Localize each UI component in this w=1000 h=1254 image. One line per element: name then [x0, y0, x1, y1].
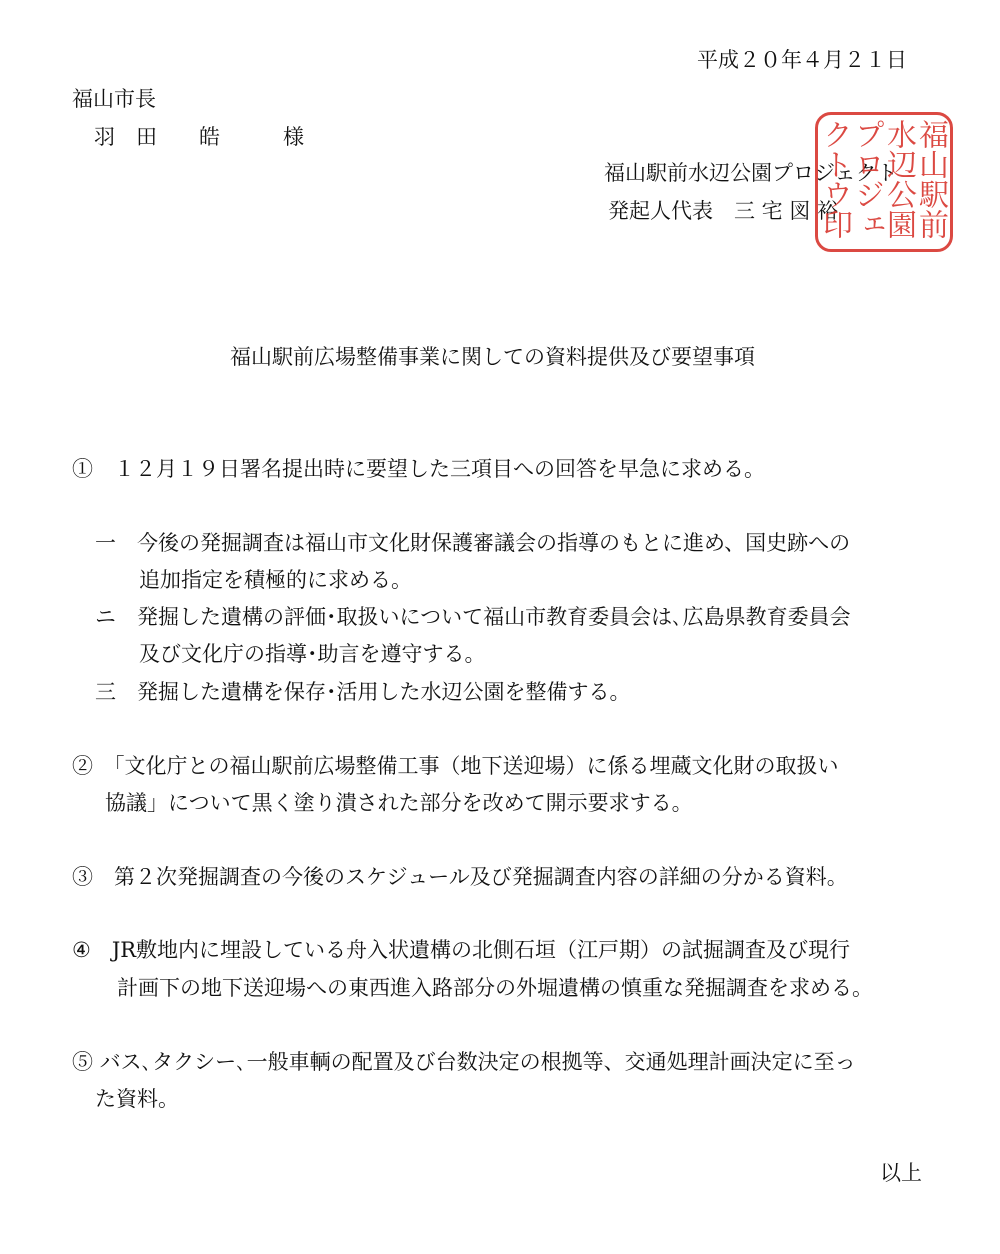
date: 平成２０年４月２１日 — [697, 48, 907, 72]
sender-org: 福山駅前水辺公園プロジェクト — [604, 161, 898, 185]
addressee-name: 羽 田 皓 様 — [94, 125, 304, 149]
seal-column-4 — [814, 119, 854, 239]
item-2-line-1: ② 「文化庁との福山駅前広場整備工事（地下送迎場）に係る埋蔵文化財の取扱い — [72, 754, 839, 778]
item-5-line-1: ⑤ バス､タクシー､一般車輌の配置及び台数決定の根拠等、交通処理計画決定に至っ — [72, 1050, 856, 1074]
seal-text-1: 福山駅前 — [913, 119, 948, 239]
document-title: 福山駅前広場整備事業に関しての資料提供及び要望事項 — [230, 345, 755, 369]
item-4-line-2: 計画下の地下送迎場への東西進入路部分の外堀遺構の慎重な発掘調査を求める。 — [117, 976, 873, 1000]
item-1-sub-3: 三 発掘した遺構を保存･活用した水辺公園を整備する。 — [95, 680, 631, 704]
item-4-line-1: ④ JR敷地内に埋設している舟入状遺構の北側石垣（江戸期）の試掘調査及び現行 — [72, 938, 851, 962]
organization-seal — [815, 112, 953, 252]
item-3: ③ 第２次発掘調査の今後のスケジュール及び発掘調査内容の詳細の分かる資料。 — [72, 865, 848, 889]
seal-text-2: 水辺公園 — [881, 119, 916, 239]
item-2-line-2: 協議」について黒く塗り潰された部分を改めて開示要求する。 — [105, 791, 693, 815]
sender-representative: 発起人代表 三 宅 図 裕 — [608, 199, 839, 223]
seal-text-4: クトウ印 — [817, 119, 852, 239]
item-1-sub-2-line-2: 及び文化庁の指導･助言を遵守する。 — [139, 642, 486, 666]
item-1-sub-1-line-1: 一 今後の発掘調査は福山市文化財保護審議会の指導のもとに進め、国史跡への — [95, 531, 851, 555]
item-5-line-2: た資料。 — [95, 1087, 179, 1111]
item-1: ① １２月１９日署名提出時に要望した三項目への回答を早急に求める。 — [72, 457, 765, 481]
closing-mark: 以上 — [880, 1161, 922, 1185]
item-1-sub-1-line-2: 追加指定を積極的に求める。 — [139, 568, 412, 592]
addressee-org: 福山市長 — [72, 87, 156, 111]
seal-text-3: プロジェ — [849, 119, 884, 239]
item-1-sub-2-line-1: ニ 発掘した遺構の評価･取扱いについて福山市教育委員会は､広島県教育委員会 — [95, 605, 851, 629]
